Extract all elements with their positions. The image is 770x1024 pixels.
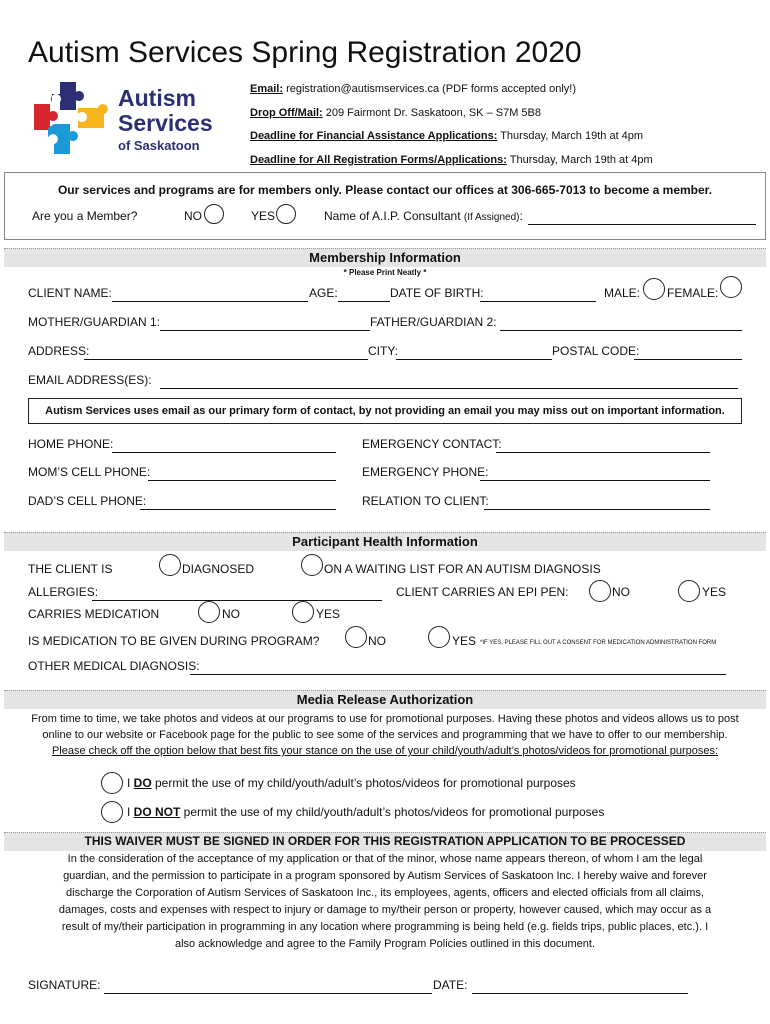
mom-cell-label: MOM’S CELL PHONE:: [28, 465, 151, 479]
female-label: FEMALE:: [667, 286, 719, 300]
waiver-line-5: result of my/their participation in programming in any location where programming is being held (e.g. fields trips, public places, etc.). I: [61, 921, 709, 933]
member-yes-label: YES: [251, 209, 276, 223]
carries-med-yes-label: YES: [316, 607, 341, 621]
postal-code-label: POSTAL CODE:: [552, 344, 640, 358]
father-label: FATHER/GUARDIAN 2:: [370, 315, 497, 329]
email-label: EMAIL ADDRESS(ES):: [28, 373, 152, 387]
media-permit-label: I DO permit the use of my child/youth/adult’s photos/videos for promotional purposes: [127, 776, 576, 790]
print-neatly-note: * Please Print Neatly *: [343, 268, 427, 277]
waiver-line-2: guardian, and the permission to participate in a program sponsored by Autism Services of Saskatoon Inc. I hereby waive and forever: [63, 870, 707, 882]
female-radio[interactable]: [720, 276, 742, 298]
allergies-field[interactable]: [92, 589, 382, 601]
deadline-registration: Deadline for All Registration Forms/Applications: Thursday, March 19th at 4pm: [250, 154, 653, 166]
client-is-label: THE CLIENT IS: [28, 562, 113, 576]
epi-yes-radio[interactable]: [678, 580, 700, 602]
address-label: ADDRESS:: [28, 344, 90, 358]
waiver-line-3: discharge the Corporation of Autism Services of Saskatoon Inc., its employees, agents, officers and elected officials from all claims,: [66, 887, 704, 899]
relation-label: RELATION TO CLIENT:: [362, 494, 489, 508]
logo-text-autism: Autism: [118, 85, 196, 111]
contact-email: Email: registration@autismservices.ca (PDF forms accepted only!): [250, 83, 576, 95]
dad-cell-field[interactable]: [140, 498, 336, 510]
emergency-contact-field[interactable]: [496, 441, 710, 453]
diagnosed-radio[interactable]: [159, 554, 181, 576]
epi-no-radio[interactable]: [589, 580, 611, 602]
other-diagnosis-field[interactable]: [190, 663, 726, 675]
epi-pen-label: CLIENT CARRIES AN EPI PEN:: [396, 585, 569, 599]
dob-field[interactable]: [480, 290, 596, 302]
emergency-contact-label: EMERGENCY CONTACT:: [362, 437, 502, 451]
client-name-label: CLIENT NAME:: [28, 286, 112, 300]
waiting-list-radio[interactable]: [301, 554, 323, 576]
email-notice: Autism Services uses email as our primary form of contact, by not providing an email you may miss out on important information.: [28, 398, 742, 424]
media-deny-radio[interactable]: [101, 801, 123, 823]
media-paragraph-2: online to our website or Facebook page for the public to see some of the services and programming that we have to offer to our membership.: [42, 729, 728, 741]
media-paragraph-3: Please check off the option below that best fits your stance on the use of your child/youth/adult’s photos/videos for promotional purposes:: [51, 745, 719, 757]
members-notice: Our services and programs are for members only. Please contact our offices at 306-665-7013 to become a member.: [57, 183, 713, 197]
male-label: MALE:: [604, 286, 641, 300]
media-permit-radio[interactable]: [101, 772, 123, 794]
media-heading: Media Release Authorization: [296, 692, 474, 707]
logo-text-saskatoon: of Saskatoon: [118, 138, 200, 153]
aip-consultant-field[interactable]: [528, 213, 756, 225]
carries-med-no-radio[interactable]: [198, 601, 220, 623]
signature-field[interactable]: [104, 982, 432, 994]
health-heading: Participant Health Information: [292, 534, 478, 549]
med-given-yes-radio[interactable]: [428, 626, 450, 648]
member-question: Are you a Member?: [32, 209, 138, 223]
age-field[interactable]: [338, 290, 390, 302]
waiver-heading: THIS WAIVER MUST BE SIGNED IN ORDER FOR THIS REGISTRATION APPLICATION TO BE PROCESSED: [84, 834, 686, 848]
allergies-label: ALLERGIES:: [28, 585, 99, 599]
logo-text-services: Services: [118, 110, 213, 136]
membership-heading: Membership Information: [309, 250, 461, 265]
med-given-no-label: NO: [368, 634, 386, 648]
address-field[interactable]: [84, 348, 368, 360]
email-field[interactable]: [160, 377, 738, 389]
contact-dropoff: Drop Off/Mail: 209 Fairmont Dr. Saskatoon, SK – S7M 5B8: [250, 107, 541, 119]
med-given-label: IS MEDICATION TO BE GIVEN DURING PROGRAM?: [28, 634, 320, 648]
puzzle-logo-icon: [30, 80, 110, 160]
media-deny-label: I DO NOT permit the use of my child/youth/adult’s photos/videos for promotional purposes: [127, 805, 605, 819]
logo: [30, 80, 230, 162]
dad-cell-label: DAD’S CELL PHONE:: [28, 494, 147, 508]
medication-consent-note: *IF YES, PLEASE FILL OUT A CONSENT FOR MEDICATION ADMINISTRATION FORM: [480, 640, 717, 646]
other-diagnosis-label: OTHER MEDICAL DIAGNOSIS:: [28, 659, 200, 673]
client-name-field[interactable]: [112, 290, 308, 302]
emergency-phone-field[interactable]: [480, 469, 710, 481]
page-title: Autism Services Spring Registration 2020: [28, 36, 582, 69]
father-field[interactable]: [500, 319, 742, 331]
waiting-list-label: ON A WAITING LIST FOR AN AUTISM DIAGNOSIS: [324, 562, 601, 576]
home-phone-label: HOME PHONE:: [28, 437, 114, 451]
mom-cell-field[interactable]: [148, 469, 336, 481]
age-label: AGE:: [309, 286, 338, 300]
member-no-label: NO: [184, 209, 202, 223]
date-label: DATE:: [433, 978, 468, 992]
signature-label: SIGNATURE:: [28, 978, 101, 992]
waiver-line-1: In the consideration of the acceptance of my application or that of the minor, whose name appears thereon, of whom I am the legal: [67, 853, 703, 865]
date-field[interactable]: [472, 982, 688, 994]
emergency-phone-label: EMERGENCY PHONE:: [362, 465, 489, 479]
mother-field[interactable]: [160, 319, 370, 331]
home-phone-field[interactable]: [112, 441, 336, 453]
mother-label: MOTHER/GUARDIAN 1:: [28, 315, 161, 329]
med-given-no-radio[interactable]: [345, 626, 367, 648]
male-radio[interactable]: [643, 278, 665, 300]
epi-yes-label: YES: [702, 585, 727, 599]
diagnosed-label: DIAGNOSED: [182, 562, 255, 576]
media-paragraph-1: From time to time, we take photos and videos at our programs to use for promotional purposes. Having these photos and videos allows us to post: [31, 713, 739, 725]
aip-consultant-label: Name of A.I.P. Consultant (If Assigned):: [324, 209, 523, 223]
carries-med-no-label: NO: [222, 607, 240, 621]
dob-label: DATE OF BIRTH:: [390, 286, 484, 300]
city-field[interactable]: [396, 348, 552, 360]
city-label: CITY:: [368, 344, 399, 358]
carries-med-yes-radio[interactable]: [292, 601, 314, 623]
relation-field[interactable]: [484, 498, 710, 510]
med-given-yes-label: YES: [452, 634, 477, 648]
deadline-financial: Deadline for Financial Assistance Applications: Thursday, March 19th at 4pm: [250, 130, 644, 142]
member-yes-radio[interactable]: [276, 204, 296, 224]
epi-no-label: NO: [612, 585, 630, 599]
member-no-radio[interactable]: [204, 204, 224, 224]
waiver-line-4: damages, costs and expenses with respect to injury or damage to my/their person or property, however caused, which may occur as a: [58, 904, 712, 916]
postal-code-field[interactable]: [634, 348, 742, 360]
waiver-line-6: also acknowledge and agree to the Family Program Policies outlined in this document.: [174, 938, 596, 950]
carries-medication-label: CARRIES MEDICATION: [28, 607, 160, 621]
